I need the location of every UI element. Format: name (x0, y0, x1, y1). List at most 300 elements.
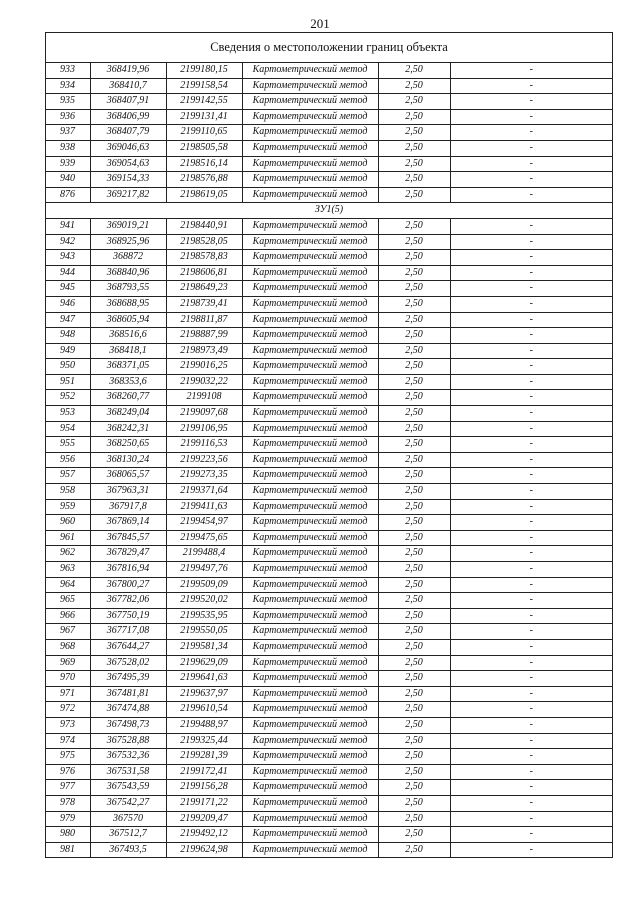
table-row (46, 328, 612, 344)
method-cell: Картометрический метод (242, 577, 378, 593)
precision-cell: 2,50 (378, 187, 450, 203)
table-row (46, 437, 612, 453)
x-coordinate-cell: 368793,55 (90, 281, 166, 297)
x-coordinate-cell: 367750,19 (90, 608, 166, 624)
table-row (46, 562, 612, 578)
table-row (46, 156, 612, 172)
x-coordinate-cell: 368418,1 (90, 343, 166, 359)
point-number-cell: 948 (46, 328, 90, 344)
note-cell: - (450, 406, 612, 422)
y-coordinate-cell: 2199110,65 (166, 125, 242, 141)
note-cell: - (450, 156, 612, 172)
point-number-cell: 952 (46, 390, 90, 406)
point-number-cell: 974 (46, 733, 90, 749)
precision-cell: 2,50 (378, 624, 450, 640)
y-coordinate-cell: 2198578,83 (166, 250, 242, 266)
method-cell: Картометрический метод (242, 172, 378, 188)
x-coordinate-cell: 368419,96 (90, 63, 166, 78)
point-number-cell: 941 (46, 218, 90, 234)
method-cell: Картометрический метод (242, 187, 378, 203)
precision-cell: 2,50 (378, 94, 450, 110)
method-cell: Картометрический метод (242, 374, 378, 390)
note-cell: - (450, 764, 612, 780)
y-coordinate-cell: 2199497,76 (166, 562, 242, 578)
table-row (46, 63, 612, 78)
method-cell: Картометрический метод (242, 421, 378, 437)
table-row (46, 639, 612, 655)
table-row (46, 250, 612, 266)
y-coordinate-cell: 2198619,05 (166, 187, 242, 203)
precision-cell: 2,50 (378, 780, 450, 796)
table-row (46, 390, 612, 406)
method-cell: Картометрический метод (242, 702, 378, 718)
method-cell: Картометрический метод (242, 499, 378, 515)
point-number-cell: 963 (46, 562, 90, 578)
y-coordinate-cell: 2199488,97 (166, 717, 242, 733)
precision-cell: 2,50 (378, 562, 450, 578)
y-coordinate-cell: 2198606,81 (166, 265, 242, 281)
point-number-cell: 959 (46, 499, 90, 515)
y-coordinate-cell: 2198887,99 (166, 328, 242, 344)
x-coordinate-cell: 369046,63 (90, 140, 166, 156)
x-coordinate-cell: 367869,14 (90, 515, 166, 531)
note-cell: - (450, 671, 612, 687)
method-cell: Картометрический метод (242, 140, 378, 156)
table-row (46, 702, 612, 718)
y-coordinate-cell: 2199520,02 (166, 593, 242, 609)
point-number-cell: 951 (46, 374, 90, 390)
y-coordinate-cell: 2199156,28 (166, 780, 242, 796)
precision-cell: 2,50 (378, 499, 450, 515)
x-coordinate-cell: 367528,02 (90, 655, 166, 671)
x-coordinate-cell: 368516,6 (90, 328, 166, 344)
precision-cell: 2,50 (378, 546, 450, 562)
y-coordinate-cell: 2199106,95 (166, 421, 242, 437)
y-coordinate-cell: 2199209,47 (166, 811, 242, 827)
precision-cell: 2,50 (378, 265, 450, 281)
point-number-cell: 962 (46, 546, 90, 562)
table-row (46, 780, 612, 796)
method-cell: Картометрический метод (242, 452, 378, 468)
point-number-cell: 946 (46, 296, 90, 312)
x-coordinate-cell: 367782,06 (90, 593, 166, 609)
point-number-cell: 945 (46, 281, 90, 297)
method-cell: Картометрический метод (242, 639, 378, 655)
precision-cell: 2,50 (378, 328, 450, 344)
table-row (46, 109, 612, 125)
x-coordinate-cell: 368249,04 (90, 406, 166, 422)
method-cell: Картометрический метод (242, 780, 378, 796)
table-row (46, 827, 612, 843)
precision-cell: 2,50 (378, 608, 450, 624)
table-row (46, 624, 612, 640)
note-cell: - (450, 452, 612, 468)
note-cell: - (450, 624, 612, 640)
note-cell: - (450, 827, 612, 843)
point-number-cell: 949 (46, 343, 90, 359)
y-coordinate-cell: 2198505,58 (166, 140, 242, 156)
note-cell: - (450, 608, 612, 624)
precision-cell: 2,50 (378, 437, 450, 453)
table-row (46, 671, 612, 687)
precision-cell: 2,50 (378, 702, 450, 718)
method-cell: Картометрический метод (242, 156, 378, 172)
x-coordinate-cell: 367498,73 (90, 717, 166, 733)
page-number: 201 (310, 16, 330, 31)
x-coordinate-cell: 368353,6 (90, 374, 166, 390)
note-cell: - (450, 234, 612, 250)
point-number-cell: 936 (46, 109, 90, 125)
point-number-cell: 937 (46, 125, 90, 141)
method-cell: Картометрический метод (242, 468, 378, 484)
note-cell: - (450, 546, 612, 562)
note-cell: - (450, 530, 612, 546)
precision-cell: 2,50 (378, 296, 450, 312)
point-number-cell: 935 (46, 94, 90, 110)
precision-cell: 2,50 (378, 234, 450, 250)
precision-cell: 2,50 (378, 484, 450, 500)
method-cell: Картометрический метод (242, 328, 378, 344)
method-cell: Картометрический метод (242, 530, 378, 546)
method-cell: Картометрический метод (242, 63, 378, 78)
precision-cell: 2,50 (378, 312, 450, 328)
precision-cell: 2,50 (378, 109, 450, 125)
precision-cell: 2,50 (378, 530, 450, 546)
precision-cell: 2,50 (378, 421, 450, 437)
point-number-cell: 933 (46, 63, 90, 78)
y-coordinate-cell: 2199171,22 (166, 795, 242, 811)
precision-cell: 2,50 (378, 593, 450, 609)
precision-cell: 2,50 (378, 717, 450, 733)
y-coordinate-cell: 2199142,55 (166, 94, 242, 110)
y-coordinate-cell: 2199281,39 (166, 749, 242, 765)
note-cell: - (450, 312, 612, 328)
note-cell: - (450, 515, 612, 531)
method-cell: Картометрический метод (242, 250, 378, 266)
y-coordinate-cell: 2199131,41 (166, 109, 242, 125)
y-coordinate-cell: 2199624,98 (166, 842, 242, 857)
precision-cell: 2,50 (378, 281, 450, 297)
y-coordinate-cell: 2199492,12 (166, 827, 242, 843)
note-cell: - (450, 78, 612, 94)
x-coordinate-cell: 368872 (90, 250, 166, 266)
method-cell: Картометрический метод (242, 827, 378, 843)
note-cell: - (450, 749, 612, 765)
table-row (46, 78, 612, 94)
table-row (46, 749, 612, 765)
point-number-cell: 938 (46, 140, 90, 156)
precision-cell: 2,50 (378, 733, 450, 749)
y-coordinate-cell: 2199273,35 (166, 468, 242, 484)
precision-cell: 2,50 (378, 406, 450, 422)
method-cell: Картометрический метод (242, 343, 378, 359)
coordinates-table (46, 63, 612, 857)
method-cell: Картометрический метод (242, 546, 378, 562)
y-coordinate-cell: 2199223,56 (166, 452, 242, 468)
y-coordinate-cell: 2199535,95 (166, 608, 242, 624)
y-coordinate-cell: 2198516,14 (166, 156, 242, 172)
table-row (46, 686, 612, 702)
y-coordinate-cell: 2199509,09 (166, 577, 242, 593)
x-coordinate-cell: 368407,91 (90, 94, 166, 110)
x-coordinate-cell: 367800,27 (90, 577, 166, 593)
note-cell: - (450, 390, 612, 406)
precision-cell: 2,50 (378, 172, 450, 188)
table-row (46, 94, 612, 110)
note-cell: - (450, 265, 612, 281)
y-coordinate-cell: 2199371,64 (166, 484, 242, 500)
note-cell: - (450, 577, 612, 593)
note-cell: - (450, 562, 612, 578)
y-coordinate-cell: 2198649,23 (166, 281, 242, 297)
method-cell: Картометрический метод (242, 234, 378, 250)
table-row (46, 499, 612, 515)
table-row (46, 530, 612, 546)
x-coordinate-cell: 368605,94 (90, 312, 166, 328)
y-coordinate-cell: 2198440,91 (166, 218, 242, 234)
point-number-cell: 957 (46, 468, 90, 484)
method-cell: Картометрический метод (242, 437, 378, 453)
y-coordinate-cell: 2199454,97 (166, 515, 242, 531)
point-number-cell: 971 (46, 686, 90, 702)
y-coordinate-cell: 2199641,63 (166, 671, 242, 687)
point-number-cell: 876 (46, 187, 90, 203)
x-coordinate-cell: 368407,79 (90, 125, 166, 141)
precision-cell: 2,50 (378, 577, 450, 593)
table-row (46, 140, 612, 156)
point-number-cell: 956 (46, 452, 90, 468)
precision-cell: 2,50 (378, 842, 450, 857)
y-coordinate-cell: 2199325,44 (166, 733, 242, 749)
x-coordinate-cell: 367528,88 (90, 733, 166, 749)
method-cell: Картометрический метод (242, 281, 378, 297)
table-row (46, 374, 612, 390)
table-row (46, 125, 612, 141)
method-cell: Картометрический метод (242, 733, 378, 749)
table-row (46, 281, 612, 297)
section-label: ЗУ1(5) (46, 203, 612, 219)
table-row (46, 421, 612, 437)
note-cell: - (450, 218, 612, 234)
x-coordinate-cell: 367845,57 (90, 530, 166, 546)
x-coordinate-cell: 368840,96 (90, 265, 166, 281)
table-row (46, 218, 612, 234)
precision-cell: 2,50 (378, 125, 450, 141)
x-coordinate-cell: 368065,57 (90, 468, 166, 484)
method-cell: Картометрический метод (242, 717, 378, 733)
x-coordinate-cell: 368688,95 (90, 296, 166, 312)
y-coordinate-cell: 2199180,15 (166, 63, 242, 78)
method-cell: Картометрический метод (242, 390, 378, 406)
point-number-cell: 968 (46, 639, 90, 655)
note-cell: - (450, 63, 612, 78)
x-coordinate-cell: 367532,36 (90, 749, 166, 765)
y-coordinate-cell: 2199488,4 (166, 546, 242, 562)
point-number-cell: 980 (46, 827, 90, 843)
y-coordinate-cell: 2199158,54 (166, 78, 242, 94)
point-number-cell: 978 (46, 795, 90, 811)
precision-cell: 2,50 (378, 156, 450, 172)
table-row (46, 312, 612, 328)
table-row (46, 764, 612, 780)
method-cell: Картометрический метод (242, 94, 378, 110)
method-cell: Картометрический метод (242, 296, 378, 312)
note-cell: - (450, 250, 612, 266)
note-cell: - (450, 780, 612, 796)
section-row (46, 203, 612, 219)
method-cell: Картометрический метод (242, 842, 378, 857)
note-cell: - (450, 842, 612, 857)
y-coordinate-cell: 2199550,05 (166, 624, 242, 640)
point-number-cell: 976 (46, 764, 90, 780)
method-cell: Картометрический метод (242, 515, 378, 531)
x-coordinate-cell: 367493,5 (90, 842, 166, 857)
point-number-cell: 942 (46, 234, 90, 250)
y-coordinate-cell: 2199108 (166, 390, 242, 406)
table-row (46, 468, 612, 484)
point-number-cell: 967 (46, 624, 90, 640)
note-cell: - (450, 328, 612, 344)
y-coordinate-cell: 2199475,65 (166, 530, 242, 546)
method-cell: Картометрический метод (242, 593, 378, 609)
point-number-cell: 979 (46, 811, 90, 827)
point-number-cell: 955 (46, 437, 90, 453)
y-coordinate-cell: 2198811,87 (166, 312, 242, 328)
y-coordinate-cell: 2199116,53 (166, 437, 242, 453)
note-cell: - (450, 484, 612, 500)
note-cell: - (450, 343, 612, 359)
y-coordinate-cell: 2199629,09 (166, 655, 242, 671)
method-cell: Картометрический метод (242, 125, 378, 141)
table-row (46, 655, 612, 671)
point-number-cell: 940 (46, 172, 90, 188)
table-row (46, 484, 612, 500)
table-row (46, 717, 612, 733)
precision-cell: 2,50 (378, 671, 450, 687)
x-coordinate-cell: 367495,39 (90, 671, 166, 687)
x-coordinate-cell: 367917,8 (90, 499, 166, 515)
y-coordinate-cell: 2199032,22 (166, 374, 242, 390)
note-cell: - (450, 296, 612, 312)
note-cell: - (450, 811, 612, 827)
method-cell: Картометрический метод (242, 218, 378, 234)
note-cell: - (450, 717, 612, 733)
table-row (46, 608, 612, 624)
note-cell: - (450, 686, 612, 702)
precision-cell: 2,50 (378, 78, 450, 94)
point-number-cell: 961 (46, 530, 90, 546)
point-number-cell: 958 (46, 484, 90, 500)
note-cell: - (450, 437, 612, 453)
note-cell: - (450, 94, 612, 110)
x-coordinate-cell: 367570 (90, 811, 166, 827)
y-coordinate-cell: 2198576,88 (166, 172, 242, 188)
x-coordinate-cell: 368250,65 (90, 437, 166, 453)
method-cell: Картометрический метод (242, 671, 378, 687)
point-number-cell: 947 (46, 312, 90, 328)
precision-cell: 2,50 (378, 811, 450, 827)
x-coordinate-cell: 368406,99 (90, 109, 166, 125)
precision-cell: 2,50 (378, 749, 450, 765)
method-cell: Картометрический метод (242, 764, 378, 780)
precision-cell: 2,50 (378, 452, 450, 468)
precision-cell: 2,50 (378, 374, 450, 390)
table-row (46, 795, 612, 811)
x-coordinate-cell: 367644,27 (90, 639, 166, 655)
x-coordinate-cell: 369054,63 (90, 156, 166, 172)
y-coordinate-cell: 2199411,63 (166, 499, 242, 515)
point-number-cell: 934 (46, 78, 90, 94)
table-row (46, 842, 612, 857)
precision-cell: 2,50 (378, 764, 450, 780)
precision-cell: 2,50 (378, 343, 450, 359)
method-cell: Картометрический метод (242, 811, 378, 827)
x-coordinate-cell: 367531,58 (90, 764, 166, 780)
precision-cell: 2,50 (378, 655, 450, 671)
note-cell: - (450, 140, 612, 156)
note-cell: - (450, 125, 612, 141)
method-cell: Картометрический метод (242, 109, 378, 125)
x-coordinate-cell: 368130,24 (90, 452, 166, 468)
point-number-cell: 975 (46, 749, 90, 765)
precision-cell: 2,50 (378, 250, 450, 266)
note-cell: - (450, 172, 612, 188)
method-cell: Картометрический метод (242, 265, 378, 281)
precision-cell: 2,50 (378, 390, 450, 406)
table-row (46, 811, 612, 827)
x-coordinate-cell: 368242,31 (90, 421, 166, 437)
method-cell: Картометрический метод (242, 312, 378, 328)
note-cell: - (450, 359, 612, 375)
method-cell: Картометрический метод (242, 562, 378, 578)
table-row (46, 452, 612, 468)
boundary-table-frame (45, 32, 613, 858)
x-coordinate-cell: 367963,31 (90, 484, 166, 500)
x-coordinate-cell: 367829,47 (90, 546, 166, 562)
table-row (46, 187, 612, 203)
x-coordinate-cell: 367816,94 (90, 562, 166, 578)
precision-cell: 2,50 (378, 140, 450, 156)
method-cell: Картометрический метод (242, 749, 378, 765)
table-row (46, 577, 612, 593)
method-cell: Картометрический метод (242, 484, 378, 500)
table-row (46, 733, 612, 749)
note-cell: - (450, 655, 612, 671)
method-cell: Картометрический метод (242, 624, 378, 640)
x-coordinate-cell: 367481,81 (90, 686, 166, 702)
method-cell: Картометрический метод (242, 795, 378, 811)
table-row (46, 406, 612, 422)
note-cell: - (450, 639, 612, 655)
x-coordinate-cell: 367474,88 (90, 702, 166, 718)
method-cell: Картометрический метод (242, 78, 378, 94)
x-coordinate-cell: 369019,21 (90, 218, 166, 234)
precision-cell: 2,50 (378, 359, 450, 375)
point-number-cell: 966 (46, 608, 90, 624)
point-number-cell: 939 (46, 156, 90, 172)
precision-cell: 2,50 (378, 63, 450, 78)
method-cell: Картометрический метод (242, 406, 378, 422)
point-number-cell: 972 (46, 702, 90, 718)
x-coordinate-cell: 367542,27 (90, 795, 166, 811)
note-cell: - (450, 187, 612, 203)
x-coordinate-cell: 367543,59 (90, 780, 166, 796)
table-row (46, 234, 612, 250)
x-coordinate-cell: 368371,05 (90, 359, 166, 375)
point-number-cell: 943 (46, 250, 90, 266)
precision-cell: 2,50 (378, 686, 450, 702)
point-number-cell: 954 (46, 421, 90, 437)
